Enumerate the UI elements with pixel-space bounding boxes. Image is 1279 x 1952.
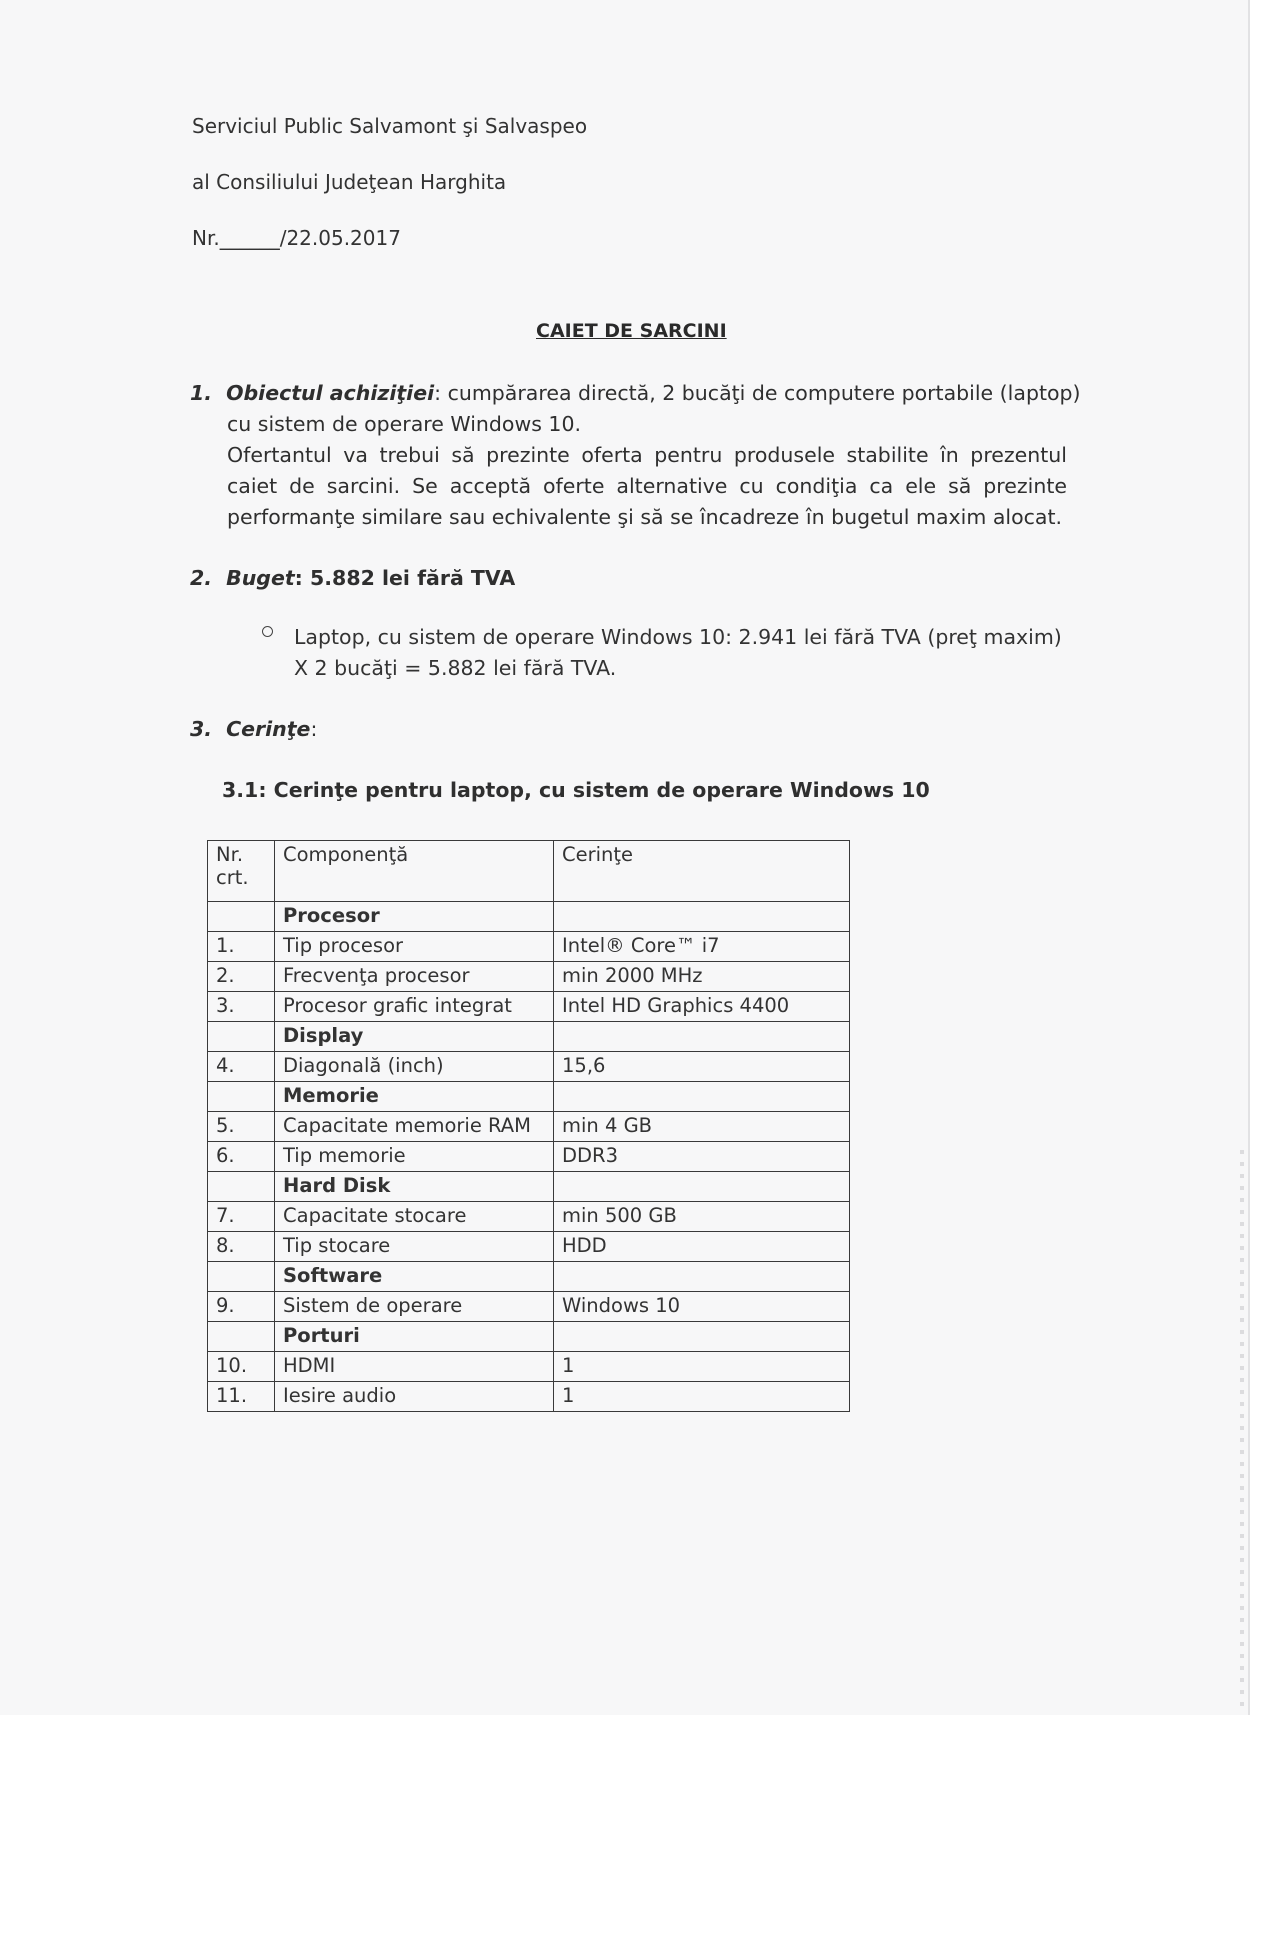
cell-nr: 10. (208, 1352, 275, 1382)
requirements-table (207, 840, 850, 1412)
cell-componenta: HDMI (275, 1352, 554, 1382)
cell-componenta: Tip memorie (275, 1142, 554, 1172)
table-row (208, 1202, 850, 1232)
cell-componenta: Software (275, 1262, 554, 1292)
cell-cerinte (554, 1022, 850, 1052)
section-1-text: : cumpărarea directă, 2 bucăţi de computere portabile (laptop) (434, 381, 1081, 405)
section-3-number: 3. (190, 717, 213, 741)
budget-bullet-line-2: X 2 bucăţi = 5.882 lei fără TVA. (294, 656, 617, 680)
section-3-heading (190, 714, 317, 745)
table-header-row (208, 841, 850, 902)
cell-nr (208, 902, 275, 932)
cell-nr: 5. (208, 1112, 275, 1142)
table-row (208, 1112, 850, 1142)
table-group-row (208, 1022, 850, 1052)
registration-number: Nr.______/22.05.2017 (192, 226, 401, 250)
cell-componenta: Procesor grafic integrat (275, 992, 554, 1022)
table-row (208, 1142, 850, 1172)
table-row (208, 1052, 850, 1082)
section-1-number: 1. (190, 381, 213, 405)
cell-componenta: Sistem de operare (275, 1292, 554, 1322)
header-cerinte: Cerinţe (554, 841, 850, 902)
section-2-number: 2. (190, 566, 213, 590)
cell-cerinte: min 500 GB (554, 1202, 850, 1232)
section-2-label: Buget (226, 566, 295, 590)
section-1-paragraph: Ofertantul va trebui să prezinte oferta pentru produsele stabilite în prezentul caiet de sarcini. Se acceptă oferte alternative cu condiţia ca ele să prezinte performanţe similare sau echivalente şi să se încadreze în bugetul maxim alocat. (227, 443, 1067, 529)
table-group-row (208, 902, 850, 932)
table-row (208, 1292, 850, 1322)
cell-nr: 11. (208, 1382, 275, 1412)
section-2-value: : 5.882 lei fără TVA (294, 566, 516, 590)
cell-componenta: Memorie (275, 1082, 554, 1112)
cell-cerinte: HDD (554, 1232, 850, 1262)
section-1-label: Obiectul achiziţiei (226, 381, 435, 405)
issuer-line-2: al Consiliului Judeţean Harghita (192, 170, 507, 194)
header-nr-crt: Nr. crt. (208, 841, 275, 902)
cell-componenta: Diagonală (inch) (275, 1052, 554, 1082)
cell-cerinte: DDR3 (554, 1142, 850, 1172)
table-row (208, 1352, 850, 1382)
cell-cerinte: 1 (554, 1352, 850, 1382)
cell-componenta: Tip procesor (275, 932, 554, 962)
cell-nr: 7. (208, 1202, 275, 1232)
table-row (208, 1382, 850, 1412)
cell-nr (208, 1262, 275, 1292)
cell-cerinte (554, 1262, 850, 1292)
cell-componenta: Frecvenţa procesor (275, 962, 554, 992)
section-1-heading (190, 378, 1081, 409)
cell-cerinte (554, 1322, 850, 1352)
table-group-row (208, 1322, 850, 1352)
cell-componenta: Capacitate memorie RAM (275, 1112, 554, 1142)
cell-nr: 1. (208, 932, 275, 962)
cell-componenta: Capacitate stocare (275, 1202, 554, 1232)
subsection-3-1-title: 3.1: Cerinţe pentru laptop, cu sistem de operare Windows 10 (222, 778, 930, 802)
cell-componenta: Porturi (275, 1322, 554, 1352)
cell-nr: 9. (208, 1292, 275, 1322)
cell-cerinte (554, 902, 850, 932)
cell-nr: 3. (208, 992, 275, 1022)
cell-cerinte: 1 (554, 1382, 850, 1412)
section-3-label: Cerinţe (226, 717, 311, 741)
section-1-text-cont: cu sistem de operare Windows 10. (227, 412, 582, 436)
cell-nr: 8. (208, 1232, 275, 1262)
cell-nr (208, 1082, 275, 1112)
table-group-row (208, 1082, 850, 1112)
table-row (208, 932, 850, 962)
cell-componenta: Display (275, 1022, 554, 1052)
cell-nr: 2. (208, 962, 275, 992)
cell-componenta: Procesor (275, 902, 554, 932)
cell-nr (208, 1322, 275, 1352)
table-group-row (208, 1172, 850, 1202)
bullet-circle-icon (262, 626, 273, 637)
cell-componenta: Iesire audio (275, 1382, 554, 1412)
section-2-heading (190, 563, 515, 594)
cell-nr (208, 1022, 275, 1052)
cell-cerinte (554, 1082, 850, 1112)
cell-cerinte: 15,6 (554, 1052, 850, 1082)
issuer-line-1: Serviciul Public Salvamont şi Salvaspeo (192, 114, 588, 138)
section-3-colon: : (310, 717, 318, 741)
cell-componenta: Hard Disk (275, 1172, 554, 1202)
document-title: CAIET DE SARCINI (536, 320, 727, 342)
cell-cerinte (554, 1172, 850, 1202)
header-componenta: Componenţă (275, 841, 554, 902)
cell-nr: 6. (208, 1142, 275, 1172)
cell-componenta: Tip stocare (275, 1232, 554, 1262)
cell-nr (208, 1172, 275, 1202)
cell-cerinte: min 4 GB (554, 1112, 850, 1142)
cell-nr: 4. (208, 1052, 275, 1082)
table-row (208, 962, 850, 992)
cell-cerinte: min 2000 MHz (554, 962, 850, 992)
table-row (208, 1232, 850, 1262)
table-group-row (208, 1262, 850, 1292)
cell-cerinte: Windows 10 (554, 1292, 850, 1322)
table-row (208, 992, 850, 1022)
cell-cerinte: Intel® Core™ i7 (554, 932, 850, 962)
budget-bullet-line-1: Laptop, cu sistem de operare Windows 10: 2.941 lei fără TVA (preţ maxim) (294, 625, 1062, 649)
cell-cerinte: Intel HD Graphics 4400 (554, 992, 850, 1022)
